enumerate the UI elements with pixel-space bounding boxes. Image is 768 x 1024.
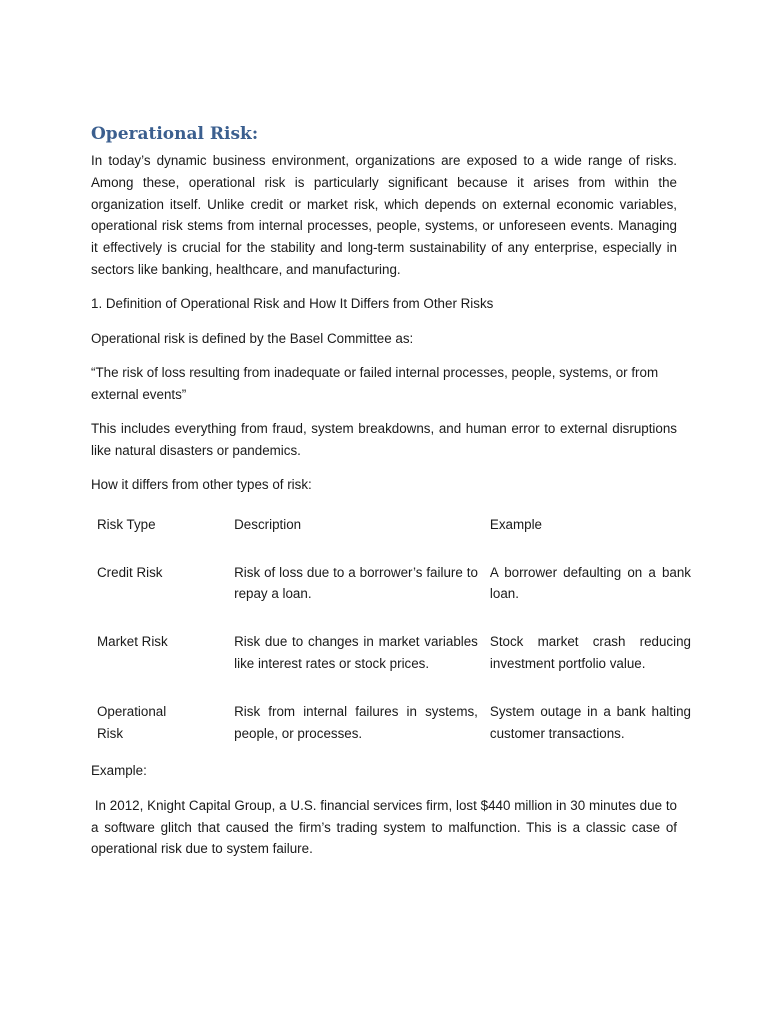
table-cell-risk-type: Credit Risk	[97, 564, 163, 580]
table-row	[91, 701, 691, 761]
table-cell-risk-type: Market Risk	[97, 634, 168, 650]
table-header-cell: Example	[489, 516, 542, 532]
table-cell-risk-type: Operational Risk	[97, 703, 167, 741]
example-label: Example:	[91, 763, 147, 779]
table-cell-description: Risk due to changes in market variables like interest rates or stock prices.	[234, 634, 478, 672]
table-cell-example: Stock market crash reducing investment portfolio value.	[489, 634, 691, 672]
example-paragraph: In 2012, Knight Capital Group, a U.S. financial services firm, lost $440 million in 30 minutes due to a software glitch that caused the firm’s trading system to malfunction. This is a classic case of operational risk due to system failure.	[91, 797, 681, 857]
table-header-cell: Description	[234, 516, 302, 532]
table-cell-description: Risk from internal failures in systems, people, or processes.	[234, 703, 478, 741]
table-header-row	[91, 514, 691, 562]
table-row	[91, 631, 691, 701]
document-page	[91, 122, 691, 873]
intro-paragraph: In today’s dynamic business environment, organizations are exposed to a wide range of risks. Among these, operational risk is particularly significant because it arises from within the organization itself. Unlike credit or market risk, which depends on external economic variables, operational risk stems from internal processes, people, systems, or unforeseen events. Managing it effectively is crucial for the stability and long-term sustainability of any enterprise, especially in sectors like banking, healthcare, and manufacturing.	[91, 153, 677, 277]
includes-paragraph: This includes everything from fraud, system breakdowns, and human error to external disruptions like natural disasters or pandemics.	[91, 420, 677, 458]
table-cell-example: System outage in a bank halting customer transactions.	[489, 703, 691, 741]
table-row	[91, 562, 691, 632]
section-heading: 1. Definition of Operational Risk and How It Differs from Other Risks	[91, 296, 494, 312]
differs-lead: How it differs from other types of risk:	[91, 477, 312, 493]
definition-quote: “The risk of loss resulting from inadequate or failed internal processes, people, systems, or from external events”	[91, 364, 659, 402]
risk-comparison-table	[91, 514, 691, 761]
table-cell-description: Risk of loss due to a borrower’s failure to repay a loan.	[234, 564, 478, 602]
page-title: Operational Risk:	[91, 124, 259, 144]
table-header-cell: Risk Type	[97, 516, 156, 532]
table-cell-example: A borrower defaulting on a bank loan.	[489, 564, 691, 602]
definition-lead: Operational risk is defined by the Basel Committee as:	[91, 330, 414, 346]
